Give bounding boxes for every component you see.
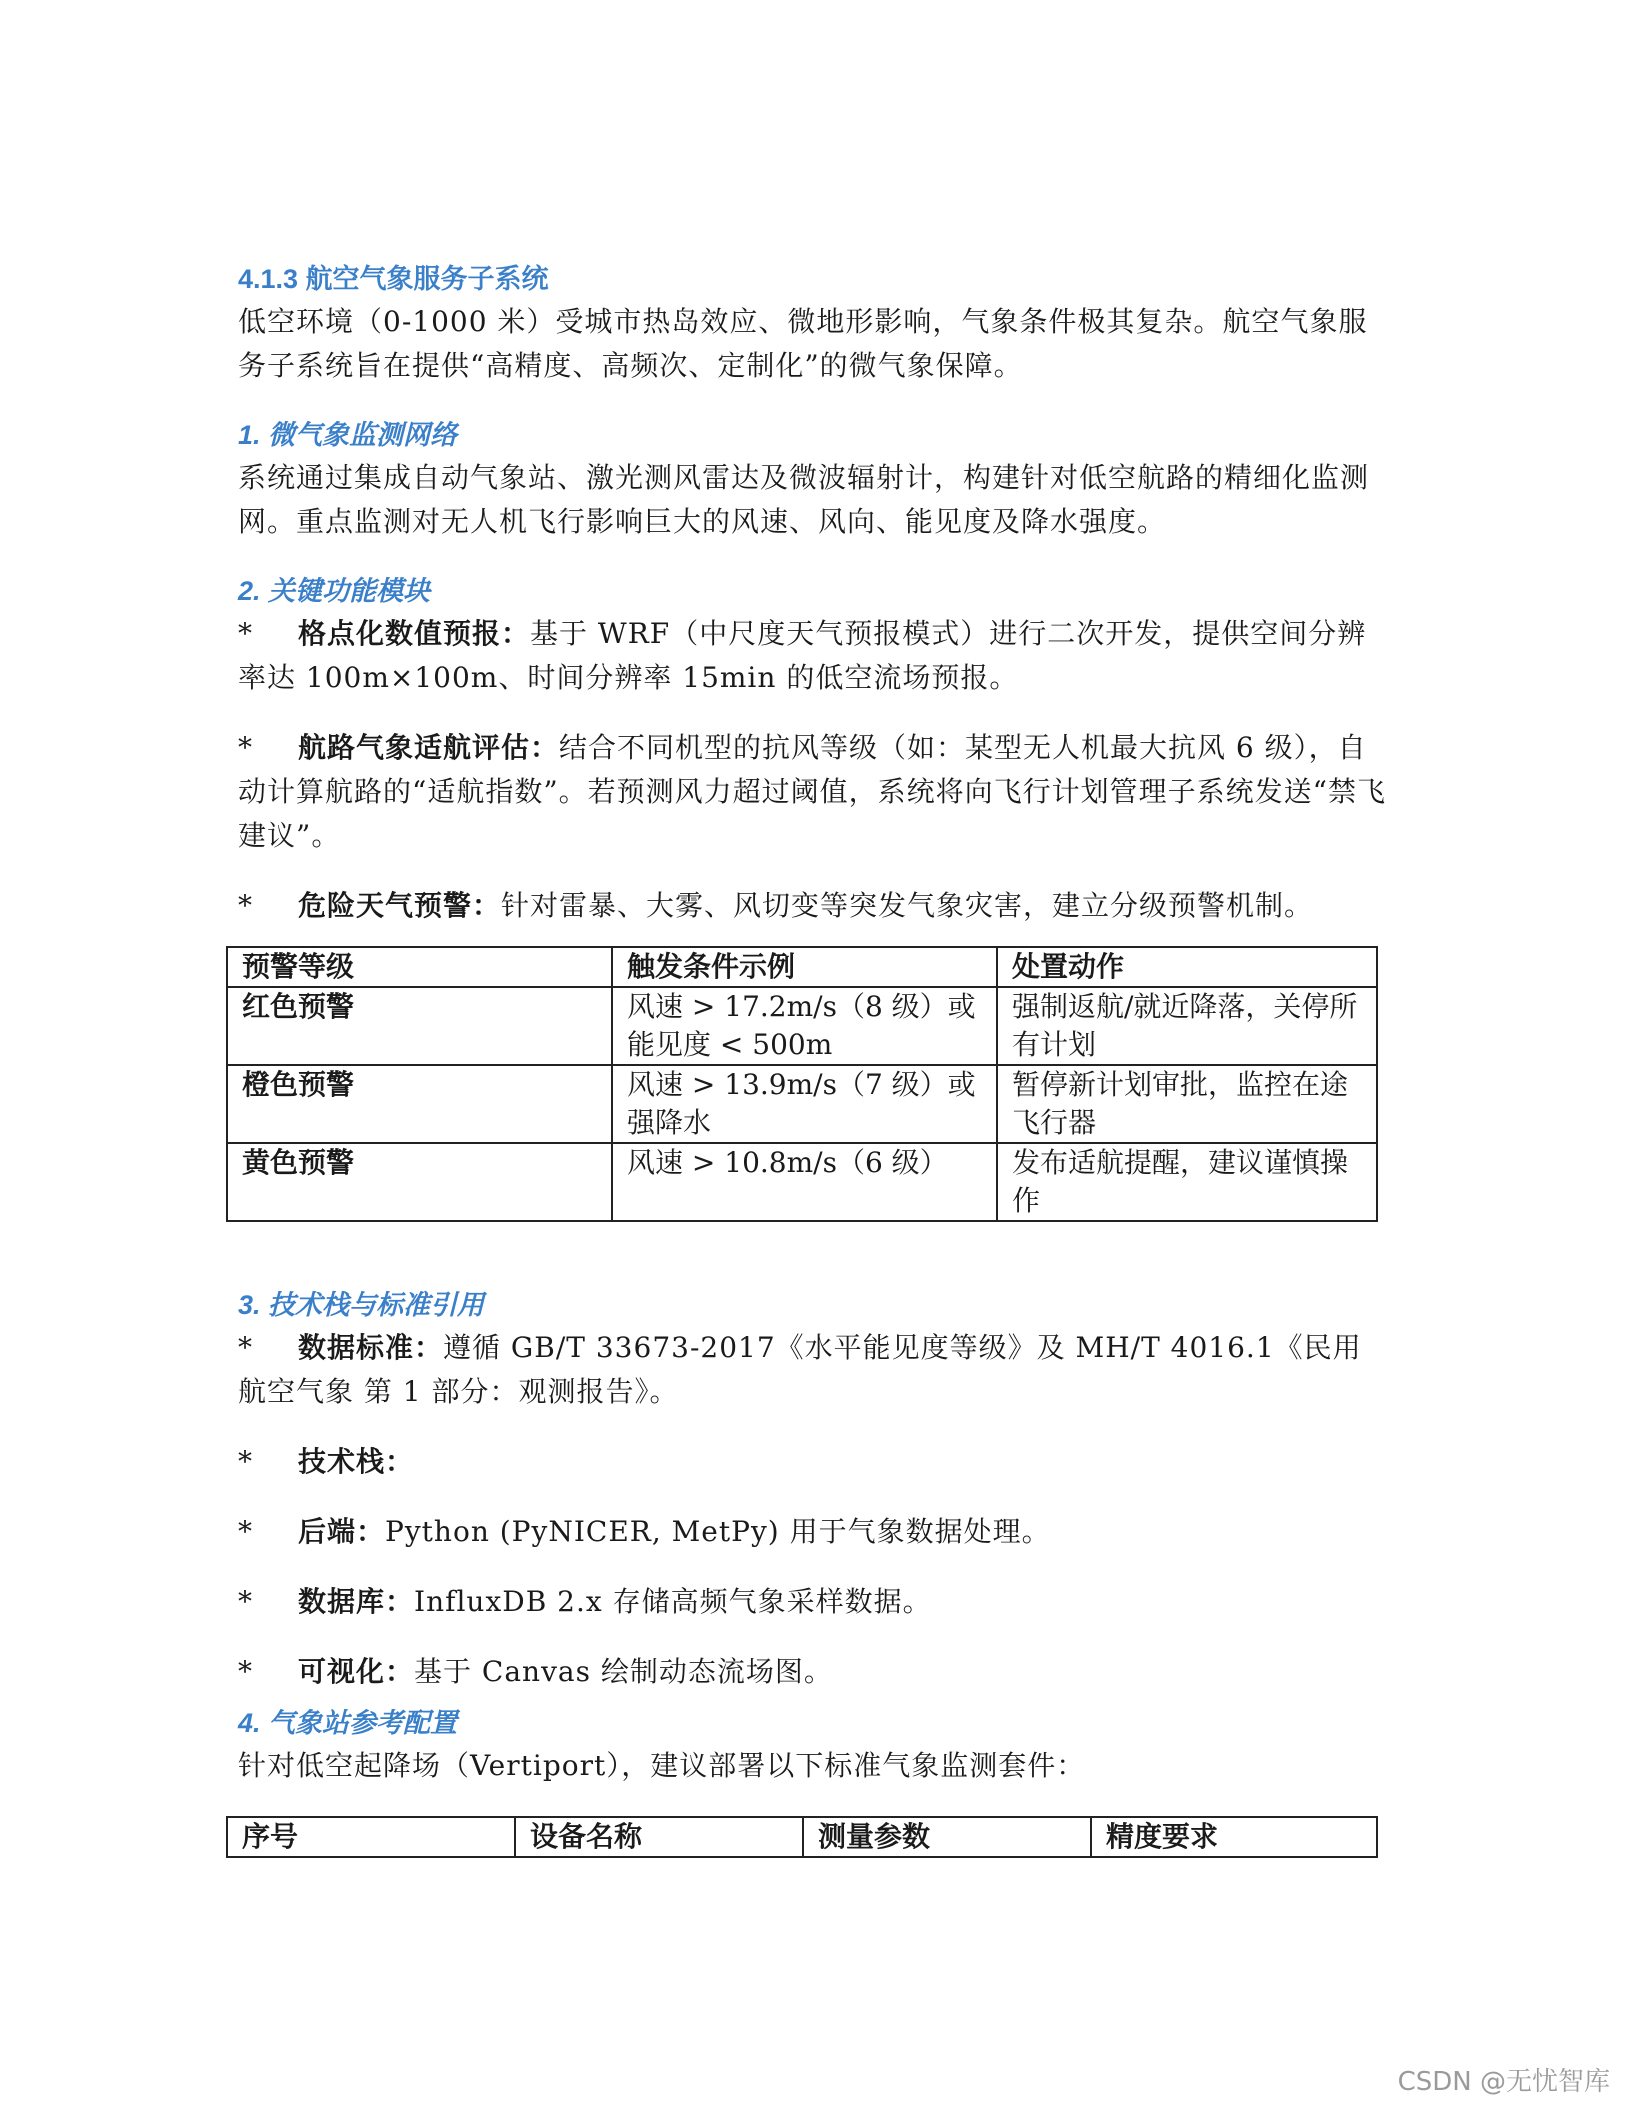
bullet-label: 可视化： — [298, 1655, 415, 1688]
bullet-text: 针对雷暴、大雾、风切变等突发气象灾害，建立分级预警机制。 — [501, 889, 1314, 922]
warning-table — [226, 946, 1378, 1222]
s2-bullet-3 — [238, 884, 1388, 928]
table-header-row — [227, 947, 1377, 987]
table-cell: 风速 > 10.8m/s（6 级） — [612, 1143, 997, 1221]
s3-bullet-4 — [238, 1580, 1388, 1624]
section-intro: 低空环境（0-1000 米）受城市热岛效应、微地形影响，气象条件极其复杂。航空气象服务子系统旨在提供“高精度、高频次、定制化”的微气象保障。 — [238, 305, 1368, 382]
table-cell: 黄色预警 — [227, 1143, 612, 1221]
table-cell: 风速 > 17.2m/s（8 级）或能见度 < 500m — [612, 987, 997, 1065]
bullet-label: 后端： — [298, 1515, 386, 1548]
bullet-star: * — [238, 1331, 253, 1364]
bullet-star: * — [238, 617, 253, 650]
table-cell: 红色预警 — [227, 987, 612, 1065]
table-header-cell: 触发条件示例 — [612, 947, 997, 987]
table-header-cell: 处置动作 — [997, 947, 1377, 987]
bullet-text: 遵循 GB/T 33673-2017《水平能见度等级》及 MH/T 4016.1《民用航空气象 第 1 部分：观测报告》。 — [238, 1331, 1362, 1408]
bullet-label: 格点化数值预报： — [298, 617, 531, 650]
bullet-star: * — [238, 889, 253, 922]
section-heading: 4.1.3 航空气象服务子系统 — [238, 264, 549, 294]
s2-heading: 2. 关键功能模块 — [238, 576, 431, 606]
s2-bullet-1 — [238, 612, 1388, 700]
bullet-star: * — [238, 1655, 253, 1688]
bullet-text: InfluxDB 2.x 存储高频气象采样数据。 — [414, 1585, 932, 1618]
bullet-label: 数据库： — [298, 1585, 415, 1618]
table-cell: 风速 > 13.9m/s（7 级）或强降水 — [612, 1065, 997, 1143]
document-content — [238, 258, 1388, 1858]
watermark: CSDN @无忧智库 — [1397, 2067, 1610, 2097]
s3-bullet-5 — [238, 1650, 1388, 1694]
bullet-star: * — [238, 1445, 253, 1478]
s1-heading: 1. 微气象监测网络 — [238, 420, 458, 450]
bullet-text: 基于 Canvas 绘制动态流场图。 — [414, 1655, 833, 1688]
table-header-cell: 测量参数 — [803, 1817, 1091, 1857]
bullet-text: Python (PyNICER, MetPy) 用于气象数据处理。 — [385, 1515, 1051, 1548]
table-cell: 强制返航/就近降落，关停所有计划 — [997, 987, 1377, 1065]
table-cell: 暂停新计划审批，监控在途飞行器 — [997, 1065, 1377, 1143]
s3-bullet-2 — [238, 1440, 1388, 1484]
bullet-label: 危险天气预警： — [298, 889, 502, 922]
table-row — [227, 987, 1377, 1065]
table-cell: 橙色预警 — [227, 1065, 612, 1143]
bullet-star: * — [238, 1585, 253, 1618]
s4-heading: 4. 气象站参考配置 — [238, 1708, 458, 1738]
table-header-cell: 预警等级 — [227, 947, 612, 987]
table-header-row — [227, 1817, 1377, 1857]
bullet-star: * — [238, 731, 253, 764]
table-header-cell: 设备名称 — [515, 1817, 803, 1857]
bullet-label: 技术栈： — [298, 1445, 415, 1478]
table-header-cell: 精度要求 — [1091, 1817, 1377, 1857]
table-cell: 发布适航提醒，建议谨慎操作 — [997, 1143, 1377, 1221]
s4-text: 针对低空起降场（Vertiport），建议部署以下标准气象监测套件： — [238, 1749, 1086, 1782]
s2-bullet-2 — [238, 726, 1388, 858]
bullet-star: * — [238, 1515, 253, 1548]
bullet-text: 基于 WRF（中尺度天气预报模式）进行二次开发，提供空间分辨率达 100m×100m、时间分辨率 15min 的低空流场预报。 — [238, 617, 1367, 694]
table-row — [227, 1143, 1377, 1221]
bullet-label: 航路气象适航评估： — [298, 731, 560, 764]
table-header-cell: 序号 — [227, 1817, 515, 1857]
station-table — [226, 1816, 1378, 1858]
bullet-label: 数据标准： — [298, 1331, 444, 1364]
s3-bullet-1 — [238, 1326, 1388, 1414]
s3-bullet-3 — [238, 1510, 1388, 1554]
s1-text: 系统通过集成自动气象站、激光测风雷达及微波辐射计，构建针对低空航路的精细化监测网。重点监测对无人机飞行影响巨大的风速、风向、能见度及降水强度。 — [238, 461, 1370, 538]
bullet-text: 结合不同机型的抗风等级（如：某型无人机最大抗风 6 级），自动计算航路的“适航指数”。若预测风力超过阈值，系统将向飞行计划管理子系统发送“禁飞建议”。 — [238, 731, 1386, 852]
table-row — [227, 1065, 1377, 1143]
s3-heading: 3. 技术栈与标准引用 — [238, 1290, 485, 1320]
